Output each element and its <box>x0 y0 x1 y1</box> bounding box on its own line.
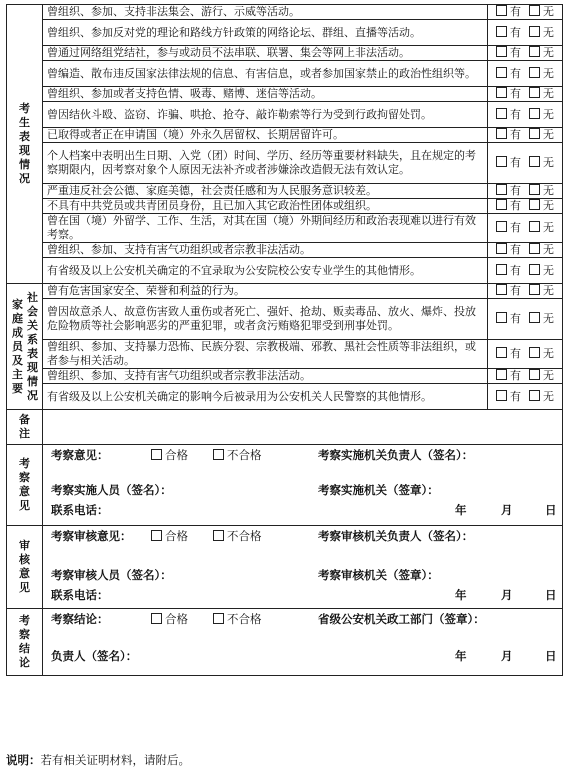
opinion-section <box>43 445 563 526</box>
checkbox[interactable] <box>496 108 507 119</box>
no-option[interactable]: 无 <box>529 67 554 80</box>
no-option[interactable]: 无 <box>529 156 554 169</box>
opinion-org-seal: 考察实施机关（签章）： <box>318 483 439 497</box>
checkbox[interactable] <box>529 264 540 275</box>
yes-option[interactable]: 有 <box>496 26 521 39</box>
checkbox[interactable] <box>529 156 540 167</box>
conclusion-label: 考察结论 <box>7 609 43 676</box>
checkbox[interactable] <box>529 26 540 37</box>
date-year: 年 <box>455 588 467 602</box>
conclusion-title: 考察结论： <box>51 612 109 626</box>
question-text: 严重违反社会公德、家庭美德，社会责任感和为人民服务意识较差。 <box>43 184 488 199</box>
question-row <box>7 199 563 214</box>
opinion-leader-signature: 考察实施机关负责人（签名）： <box>318 448 474 462</box>
question-text: 曾通过网络组党结社，参与或动员不法串联、联署、集会等网上非法活动。 <box>43 46 488 61</box>
question-row <box>7 299 563 340</box>
conclusion-fail-option[interactable]: 不合格 <box>213 612 262 626</box>
question-row <box>7 5 563 20</box>
question-text: 曾编造、散布违反国家法律法规的信息、有害信息，或者参加国家禁止的政治性组织等。 <box>43 61 488 87</box>
checkbox[interactable] <box>529 128 540 139</box>
checkbox[interactable] <box>496 87 507 98</box>
checkbox[interactable] <box>529 369 540 380</box>
opinion-staff-signature: 考察实施人员（签名）： <box>51 483 172 497</box>
yes-no-options <box>488 102 563 128</box>
opinion-fail-option[interactable]: 不合格 <box>213 448 262 462</box>
question-text: 有省级及以上公安机关确定的不宜录取为公安院校公安专业学生的其他情形。 <box>43 258 488 284</box>
review-phone: 联系电话： <box>51 588 109 602</box>
question-text: 曾因故意杀人、故意伤害致人重伤或者死亡、强奸、抢劫、贩卖毒品、放火、爆炸、投放危险物质等社会影响恶劣的严重犯罪，或者贪污贿赂犯罪受到刑事处罚。 <box>43 299 488 340</box>
question-text: 曾因结伙斗殴、盗窃、诈骗、哄抢、抢夺、敲诈勒索等行为受到行政拘留处罚。 <box>43 102 488 128</box>
no-option[interactable]: 无 <box>529 184 554 197</box>
remarks-label: 备注 <box>7 410 43 445</box>
no-option[interactable]: 无 <box>529 243 554 256</box>
checkbox[interactable] <box>151 449 162 460</box>
checkbox[interactable] <box>529 243 540 254</box>
no-option[interactable]: 无 <box>529 199 554 212</box>
yes-option[interactable]: 有 <box>496 221 521 234</box>
conclusion-leader-signature: 负责人（签名）： <box>51 649 138 663</box>
no-option[interactable]: 无 <box>529 46 554 59</box>
yes-option[interactable]: 有 <box>496 5 521 18</box>
remarks-row <box>7 410 563 445</box>
checkbox[interactable] <box>496 67 507 78</box>
no-option[interactable]: 无 <box>529 369 554 382</box>
opinion-phone: 联系电话： <box>51 503 109 517</box>
yes-option[interactable]: 有 <box>496 390 521 403</box>
question-text: 曾组织、参加、支持暴力恐怖、民族分裂、宗教极端、邪教、黑社会性质等非法组织，或者参与相关活动。 <box>43 340 488 369</box>
no-option[interactable]: 无 <box>529 108 554 121</box>
checkbox[interactable] <box>529 390 540 401</box>
checkbox[interactable] <box>529 199 540 210</box>
yes-no-options <box>488 87 563 102</box>
yes-option[interactable]: 有 <box>496 284 521 297</box>
date-day: 日 <box>545 588 557 602</box>
yes-no-options <box>488 340 563 369</box>
no-option[interactable]: 无 <box>529 284 554 297</box>
question-text: 有省级及以上公安机关确定的影响今后被录用为公安机关人民警察的其他情形。 <box>43 384 488 410</box>
checkbox[interactable] <box>529 5 540 16</box>
yes-option[interactable]: 有 <box>496 108 521 121</box>
date-month: 月 <box>501 503 513 517</box>
yes-no-options <box>488 143 563 184</box>
yes-option[interactable]: 有 <box>496 128 521 141</box>
question-row <box>7 284 563 299</box>
review-label: 审核意见 <box>7 526 43 609</box>
question-row <box>7 128 563 143</box>
yes-no-options <box>488 61 563 87</box>
yes-option[interactable]: 有 <box>496 67 521 80</box>
checkbox[interactable] <box>529 46 540 57</box>
yes-no-options <box>488 5 563 20</box>
checkbox[interactable] <box>496 264 507 275</box>
question-row <box>7 384 563 410</box>
no-option[interactable]: 无 <box>529 347 554 360</box>
question-text: 曾组织、参加、支持非法集会、游行、示威等活动。 <box>43 5 488 20</box>
review-section <box>43 526 563 609</box>
family-label: 家庭成员及主要 社会关系表现情况 <box>7 284 43 410</box>
yes-no-options <box>488 199 563 214</box>
yes-option[interactable]: 有 <box>496 264 521 277</box>
question-row <box>7 46 563 61</box>
no-option[interactable]: 无 <box>529 312 554 325</box>
checkbox[interactable] <box>496 199 507 210</box>
checkbox[interactable] <box>496 46 507 57</box>
checkbox[interactable] <box>529 347 540 358</box>
question-row <box>7 20 563 46</box>
yes-option[interactable]: 有 <box>496 184 521 197</box>
date-year: 年 <box>455 503 467 517</box>
no-option[interactable]: 无 <box>529 128 554 141</box>
footnote-text: 若有相关证明材料，请附后。 <box>40 753 190 767</box>
question-row <box>7 369 563 384</box>
footnote-label: 说明： <box>6 753 41 767</box>
question-text: 曾组织、参加或者支持色情、吸毒、赌博、迷信等活动。 <box>43 87 488 102</box>
review-leader-signature: 考察审核机关负责人（签名）： <box>318 529 474 543</box>
yes-no-options <box>488 258 563 284</box>
date-year: 年 <box>455 649 467 663</box>
yes-no-options <box>488 243 563 258</box>
question-row <box>7 258 563 284</box>
checkbox[interactable] <box>496 347 507 358</box>
checkbox[interactable] <box>529 87 540 98</box>
checkbox[interactable] <box>529 108 540 119</box>
no-option[interactable]: 无 <box>529 26 554 39</box>
review-row <box>7 526 563 609</box>
family-section <box>7 284 563 410</box>
yes-no-options <box>488 46 563 61</box>
review-fail-option[interactable]: 不合格 <box>213 529 262 543</box>
question-row <box>7 340 563 369</box>
yes-no-options <box>488 299 563 340</box>
opinion-label: 考察意见 <box>7 445 43 526</box>
review-pass-option[interactable]: 合格 <box>151 529 188 543</box>
question-row <box>7 243 563 258</box>
question-text: 个人档案中表明出生日期、入党（团）时间、学历、经历等重要材料缺失，且在规定的考察期限内，因考察对象个人原因无法补齐或者涉嫌涂改造假无法有效认定。 <box>43 143 488 184</box>
question-row <box>7 143 563 184</box>
yes-option[interactable]: 有 <box>496 369 521 382</box>
question-row <box>7 61 563 87</box>
conclusion-section <box>43 609 563 676</box>
checkbox[interactable] <box>529 312 540 323</box>
bottom-sections <box>7 410 563 676</box>
yes-no-options <box>488 284 563 299</box>
yes-no-options <box>488 184 563 199</box>
date-month: 月 <box>501 588 513 602</box>
checkbox[interactable] <box>151 613 162 624</box>
checkbox[interactable] <box>213 449 224 460</box>
checkbox[interactable] <box>496 221 507 232</box>
question-row <box>7 184 563 199</box>
checkbox[interactable] <box>496 128 507 139</box>
checkbox[interactable] <box>529 67 540 78</box>
checkbox[interactable] <box>496 369 507 380</box>
remarks-field[interactable] <box>43 410 563 445</box>
checkbox[interactable] <box>151 530 162 541</box>
yes-option[interactable]: 有 <box>496 199 521 212</box>
checkbox[interactable] <box>213 613 224 624</box>
checkbox[interactable] <box>529 284 540 295</box>
checkbox[interactable] <box>529 221 540 232</box>
no-option[interactable]: 无 <box>529 264 554 277</box>
question-text: 曾有危害国家安全、荣誉和利益的行为。 <box>43 284 488 299</box>
performance-label: 考生表现情况 <box>7 5 43 284</box>
yes-option[interactable]: 有 <box>496 312 521 325</box>
yes-option[interactable]: 有 <box>496 347 521 360</box>
yes-no-options <box>488 384 563 410</box>
question-row <box>7 214 563 243</box>
candidate-review-form <box>6 4 563 676</box>
question-text: 不具有中共党员或共青团员身份，且已加入其它政治性团体或组织。 <box>43 199 488 214</box>
question-text: 曾组织、参加、支持有害气功组织或者宗教非法活动。 <box>43 369 488 384</box>
performance-section <box>7 5 563 284</box>
question-text: 曾组织、参加、支持有害气功组织或者宗教非法活动。 <box>43 243 488 258</box>
checkbox[interactable] <box>213 530 224 541</box>
yes-no-options <box>488 20 563 46</box>
checkbox[interactable] <box>496 26 507 37</box>
no-option[interactable]: 无 <box>529 87 554 100</box>
question-row <box>7 87 563 102</box>
date-month: 月 <box>501 649 513 663</box>
question-text: 曾组织、参加反对党的理论和路线方针政策的网络论坛、群组、直播等活动。 <box>43 20 488 46</box>
checkbox[interactable] <box>496 5 507 16</box>
date-day: 日 <box>545 503 557 517</box>
review-title: 考察审核意见： <box>51 529 132 543</box>
checkbox[interactable] <box>496 184 507 195</box>
checkbox[interactable] <box>529 184 540 195</box>
yes-option[interactable]: 有 <box>496 87 521 100</box>
yes-option[interactable]: 有 <box>496 156 521 169</box>
checkbox[interactable] <box>496 156 507 167</box>
conclusion-pass-option[interactable]: 合格 <box>151 612 188 626</box>
checkbox[interactable] <box>496 390 507 401</box>
opinion-row <box>7 445 563 526</box>
date-day: 日 <box>545 649 557 663</box>
yes-option[interactable]: 有 <box>496 243 521 256</box>
yes-option[interactable]: 有 <box>496 46 521 59</box>
checkbox[interactable] <box>496 312 507 323</box>
footnote <box>6 752 190 768</box>
no-option[interactable]: 无 <box>529 390 554 403</box>
question-text: 已取得或者正在申请国（境）外永久居留权、长期居留许可。 <box>43 128 488 143</box>
checkbox[interactable] <box>496 243 507 254</box>
yes-no-options <box>488 369 563 384</box>
question-text: 曾在国（境）外留学、工作、生活，对其在国（境）外期间经历和政治表现难以进行有效考察。 <box>43 214 488 243</box>
conclusion-org-seal: 省级公安机关政工部门（签章）： <box>318 612 485 626</box>
question-row <box>7 102 563 128</box>
yes-no-options <box>488 214 563 243</box>
no-option[interactable]: 无 <box>529 5 554 18</box>
opinion-title: 考察意见： <box>51 448 109 462</box>
yes-no-options <box>488 128 563 143</box>
conclusion-row <box>7 609 563 676</box>
checkbox[interactable] <box>496 284 507 295</box>
review-org-seal: 考察审核机关（签章）： <box>318 568 439 582</box>
no-option[interactable]: 无 <box>529 221 554 234</box>
opinion-pass-option[interactable]: 合格 <box>151 448 188 462</box>
review-staff-signature: 考察审核人员（签名）： <box>51 568 172 582</box>
